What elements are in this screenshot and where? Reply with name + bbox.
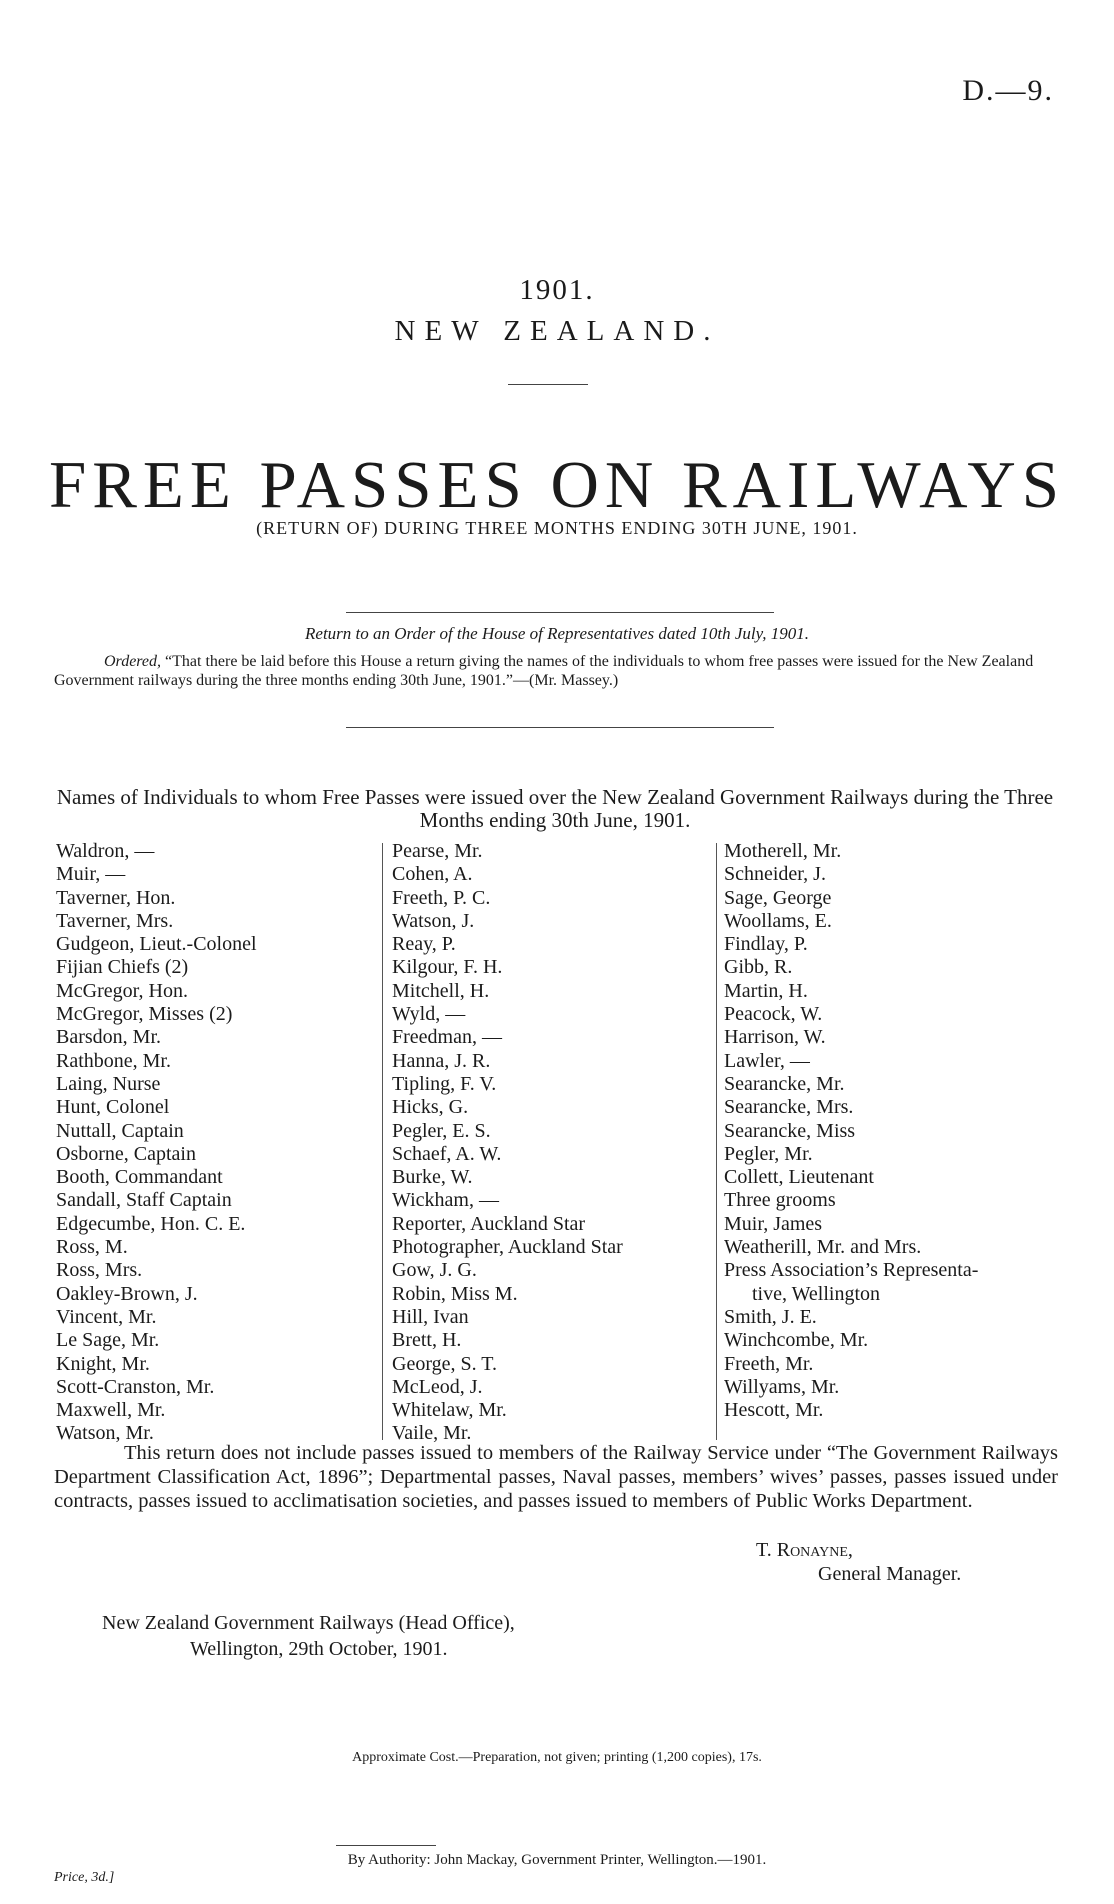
- name-entry: Weatherill, Mr. and Mrs.: [724, 1236, 922, 1259]
- name-entry: Scott-Cranston, Mr.: [56, 1375, 215, 1398]
- name-entry: Kilgour, F. H.: [392, 956, 503, 979]
- name-entry: Barsdon, Mr.: [56, 1026, 161, 1049]
- name-entry: Nuttall, Captain: [56, 1119, 184, 1142]
- names-column-1: [56, 840, 257, 1446]
- name-entry: Findlay, P.: [724, 933, 808, 956]
- document-title: FREE PASSES ON RAILWAYS: [48, 448, 1066, 522]
- name-entry: Schaef, A. W.: [392, 1142, 502, 1165]
- name-entry: Muir, James: [724, 1212, 823, 1235]
- name-entry: McGregor, Hon.: [56, 979, 188, 1002]
- name-entry: Watson, J.: [392, 909, 475, 932]
- name-entry: Sandall, Staff Captain: [56, 1189, 232, 1212]
- name-entry: Cohen, A.: [392, 863, 473, 886]
- name-entry: Maxwell, Mr.: [56, 1399, 166, 1422]
- divider: [346, 612, 774, 613]
- name-entry: tive, Wellington: [752, 1282, 881, 1305]
- name-entry: Le Sage, Mr.: [56, 1329, 160, 1352]
- name-entry: McGregor, Misses (2): [56, 1003, 233, 1026]
- name-entry: Waldron, —: [56, 840, 155, 862]
- names-column-3: [724, 840, 978, 1422]
- name-entry: Gibb, R.: [724, 956, 793, 979]
- name-entry: Vaile, Mr.: [392, 1422, 472, 1445]
- exclusions-note: This return does not include passes issued to members of the Railway Service under “The Government Railways Department Classification Act, 1896”; Departmental passes, Naval passes, members’ wives’ passes, passes issued under contracts, passes issued to acclimatisation societies, and passes issued to members of Public Works Department.: [54, 1442, 1058, 1512]
- document-subtitle: (RETURN OF) DURING THREE MONTHS ENDING 30TH JUNE, 1901.: [256, 518, 858, 538]
- ordered-paragraph: [54, 652, 1054, 690]
- name-entry: Hill, Ivan: [392, 1305, 469, 1328]
- name-entry: Motherell, Mr.: [724, 840, 842, 862]
- name-entry: Wickham, —: [392, 1189, 499, 1212]
- name-entry: Whitelaw, Mr.: [392, 1399, 507, 1422]
- divider: [346, 727, 774, 728]
- name-entry: Collett, Lieutenant: [724, 1166, 874, 1189]
- name-entry: Ross, Mrs.: [56, 1259, 143, 1282]
- name-entry: Three grooms: [724, 1189, 836, 1212]
- name-entry: Robin, Miss M.: [392, 1282, 518, 1305]
- ordered-label: Ordered,: [104, 653, 162, 670]
- name-entry: Rathbone, Mr.: [56, 1049, 171, 1072]
- name-entry: Reay, P.: [392, 933, 456, 956]
- signatory-name: T. Ronayne,: [756, 1539, 853, 1561]
- name-entry: Pearse, Mr.: [392, 840, 483, 862]
- name-entry: Laing, Nurse: [56, 1072, 161, 1095]
- name-entry: Taverner, Hon.: [56, 886, 176, 909]
- name-entry: Reporter, Auckland Star: [392, 1212, 586, 1235]
- name-entry: Winchcombe, Mr.: [724, 1329, 869, 1352]
- name-entry: Peacock, W.: [724, 1003, 823, 1026]
- name-entry: Hanna, J. R.: [392, 1049, 491, 1072]
- name-entry: Pegler, Mr.: [724, 1142, 813, 1165]
- name-entry: Harrison, W.: [724, 1026, 826, 1049]
- name-entry: Watson, Mr.: [56, 1422, 154, 1445]
- country-heading: NEW ZEALAND.: [394, 315, 720, 347]
- name-entry: McLeod, J.: [392, 1375, 483, 1398]
- name-entry: Gow, J. G.: [392, 1259, 477, 1282]
- name-entry: Martin, H.: [724, 979, 808, 1002]
- return-order-line: Return to an Order of the House of Representatives dated 10th July, 1901.: [305, 624, 809, 643]
- name-entry: Willyams, Mr.: [724, 1375, 840, 1398]
- name-entry: Gudgeon, Lieut.-Colonel: [56, 933, 257, 956]
- list-heading: Names of Individuals to whom Free Passes were issued over the New Zealand Government Railways during the Three Months ending 30th June, 1901.: [56, 785, 1054, 832]
- name-entry: Wyld, —: [392, 1003, 466, 1026]
- ordered-text: “That there be laid before this House a return giving the names of the individuals to whom free passes were issued for the New Zealand Government railways during the three months ending 30th June, 1901.”—(Mr. Massey.): [54, 653, 1034, 689]
- name-entry: Sage, George: [724, 886, 832, 909]
- names-column-2: [392, 840, 623, 1446]
- name-entry: Booth, Commandant: [56, 1166, 223, 1189]
- name-entry: Lawler, —: [724, 1049, 810, 1072]
- document-reference: D.—9.: [962, 74, 1054, 107]
- name-entry: Hicks, G.: [392, 1096, 469, 1119]
- office-date: Wellington, 29th October, 1901.: [190, 1638, 448, 1660]
- name-entry: Freedman, —: [392, 1026, 502, 1049]
- name-entry: Press Association’s Representa-: [724, 1259, 979, 1282]
- divider: [336, 1845, 436, 1846]
- name-entry: Schneider, J.: [724, 863, 826, 886]
- name-entry: Tipling, F. V.: [392, 1072, 497, 1095]
- name-entry: Osborne, Captain: [56, 1142, 196, 1165]
- name-entry: Freeth, P. C.: [392, 886, 491, 909]
- name-entry: Oakley-Brown, J.: [56, 1282, 198, 1305]
- name-entry: Taverner, Mrs.: [56, 909, 174, 932]
- name-entry: Burke, W.: [392, 1166, 473, 1189]
- price: Price, 3d.]: [54, 1870, 115, 1885]
- name-entry: Knight, Mr.: [56, 1352, 150, 1375]
- name-entry: Photographer, Auckland Star: [392, 1236, 623, 1259]
- name-entry: Smith, J. E.: [724, 1305, 817, 1328]
- name-entry: Muir, —: [56, 863, 126, 886]
- name-entry: Brett, H.: [392, 1329, 462, 1352]
- divider: [508, 384, 588, 385]
- name-entry: Searancke, Miss: [724, 1119, 856, 1142]
- name-entry: Vincent, Mr.: [56, 1305, 157, 1328]
- name-entry: Woollams, E.: [724, 909, 832, 932]
- signatory-title: General Manager.: [818, 1563, 962, 1585]
- column-rule: [716, 843, 717, 1440]
- name-entry: Searancke, Mr.: [724, 1072, 845, 1095]
- name-entry: Fijian Chiefs (2): [56, 956, 189, 979]
- name-entry: Freeth, Mr.: [724, 1352, 814, 1375]
- name-entry: Mitchell, H.: [392, 979, 490, 1002]
- name-entry: Searancke, Mrs.: [724, 1096, 854, 1119]
- name-entry: Edgecumbe, Hon. C. E.: [56, 1212, 246, 1235]
- office-address: New Zealand Government Railways (Head Office),: [102, 1612, 515, 1634]
- name-entry: Ross, M.: [56, 1236, 128, 1259]
- column-rule: [382, 843, 383, 1440]
- name-entry: Hunt, Colonel: [56, 1096, 170, 1119]
- name-entry: Pegler, E. S.: [392, 1119, 491, 1142]
- printer-imprint: By Authority: John Mackay, Government Printer, Wellington.—1901.: [347, 1852, 767, 1868]
- approximate-cost: Approximate Cost.—Preparation, not given; printing (1,200 copies), 17s.: [352, 1750, 762, 1765]
- year-heading: 1901.: [519, 274, 595, 306]
- name-entry: George, S. T.: [392, 1352, 497, 1375]
- name-entry: Hescott, Mr.: [724, 1399, 824, 1422]
